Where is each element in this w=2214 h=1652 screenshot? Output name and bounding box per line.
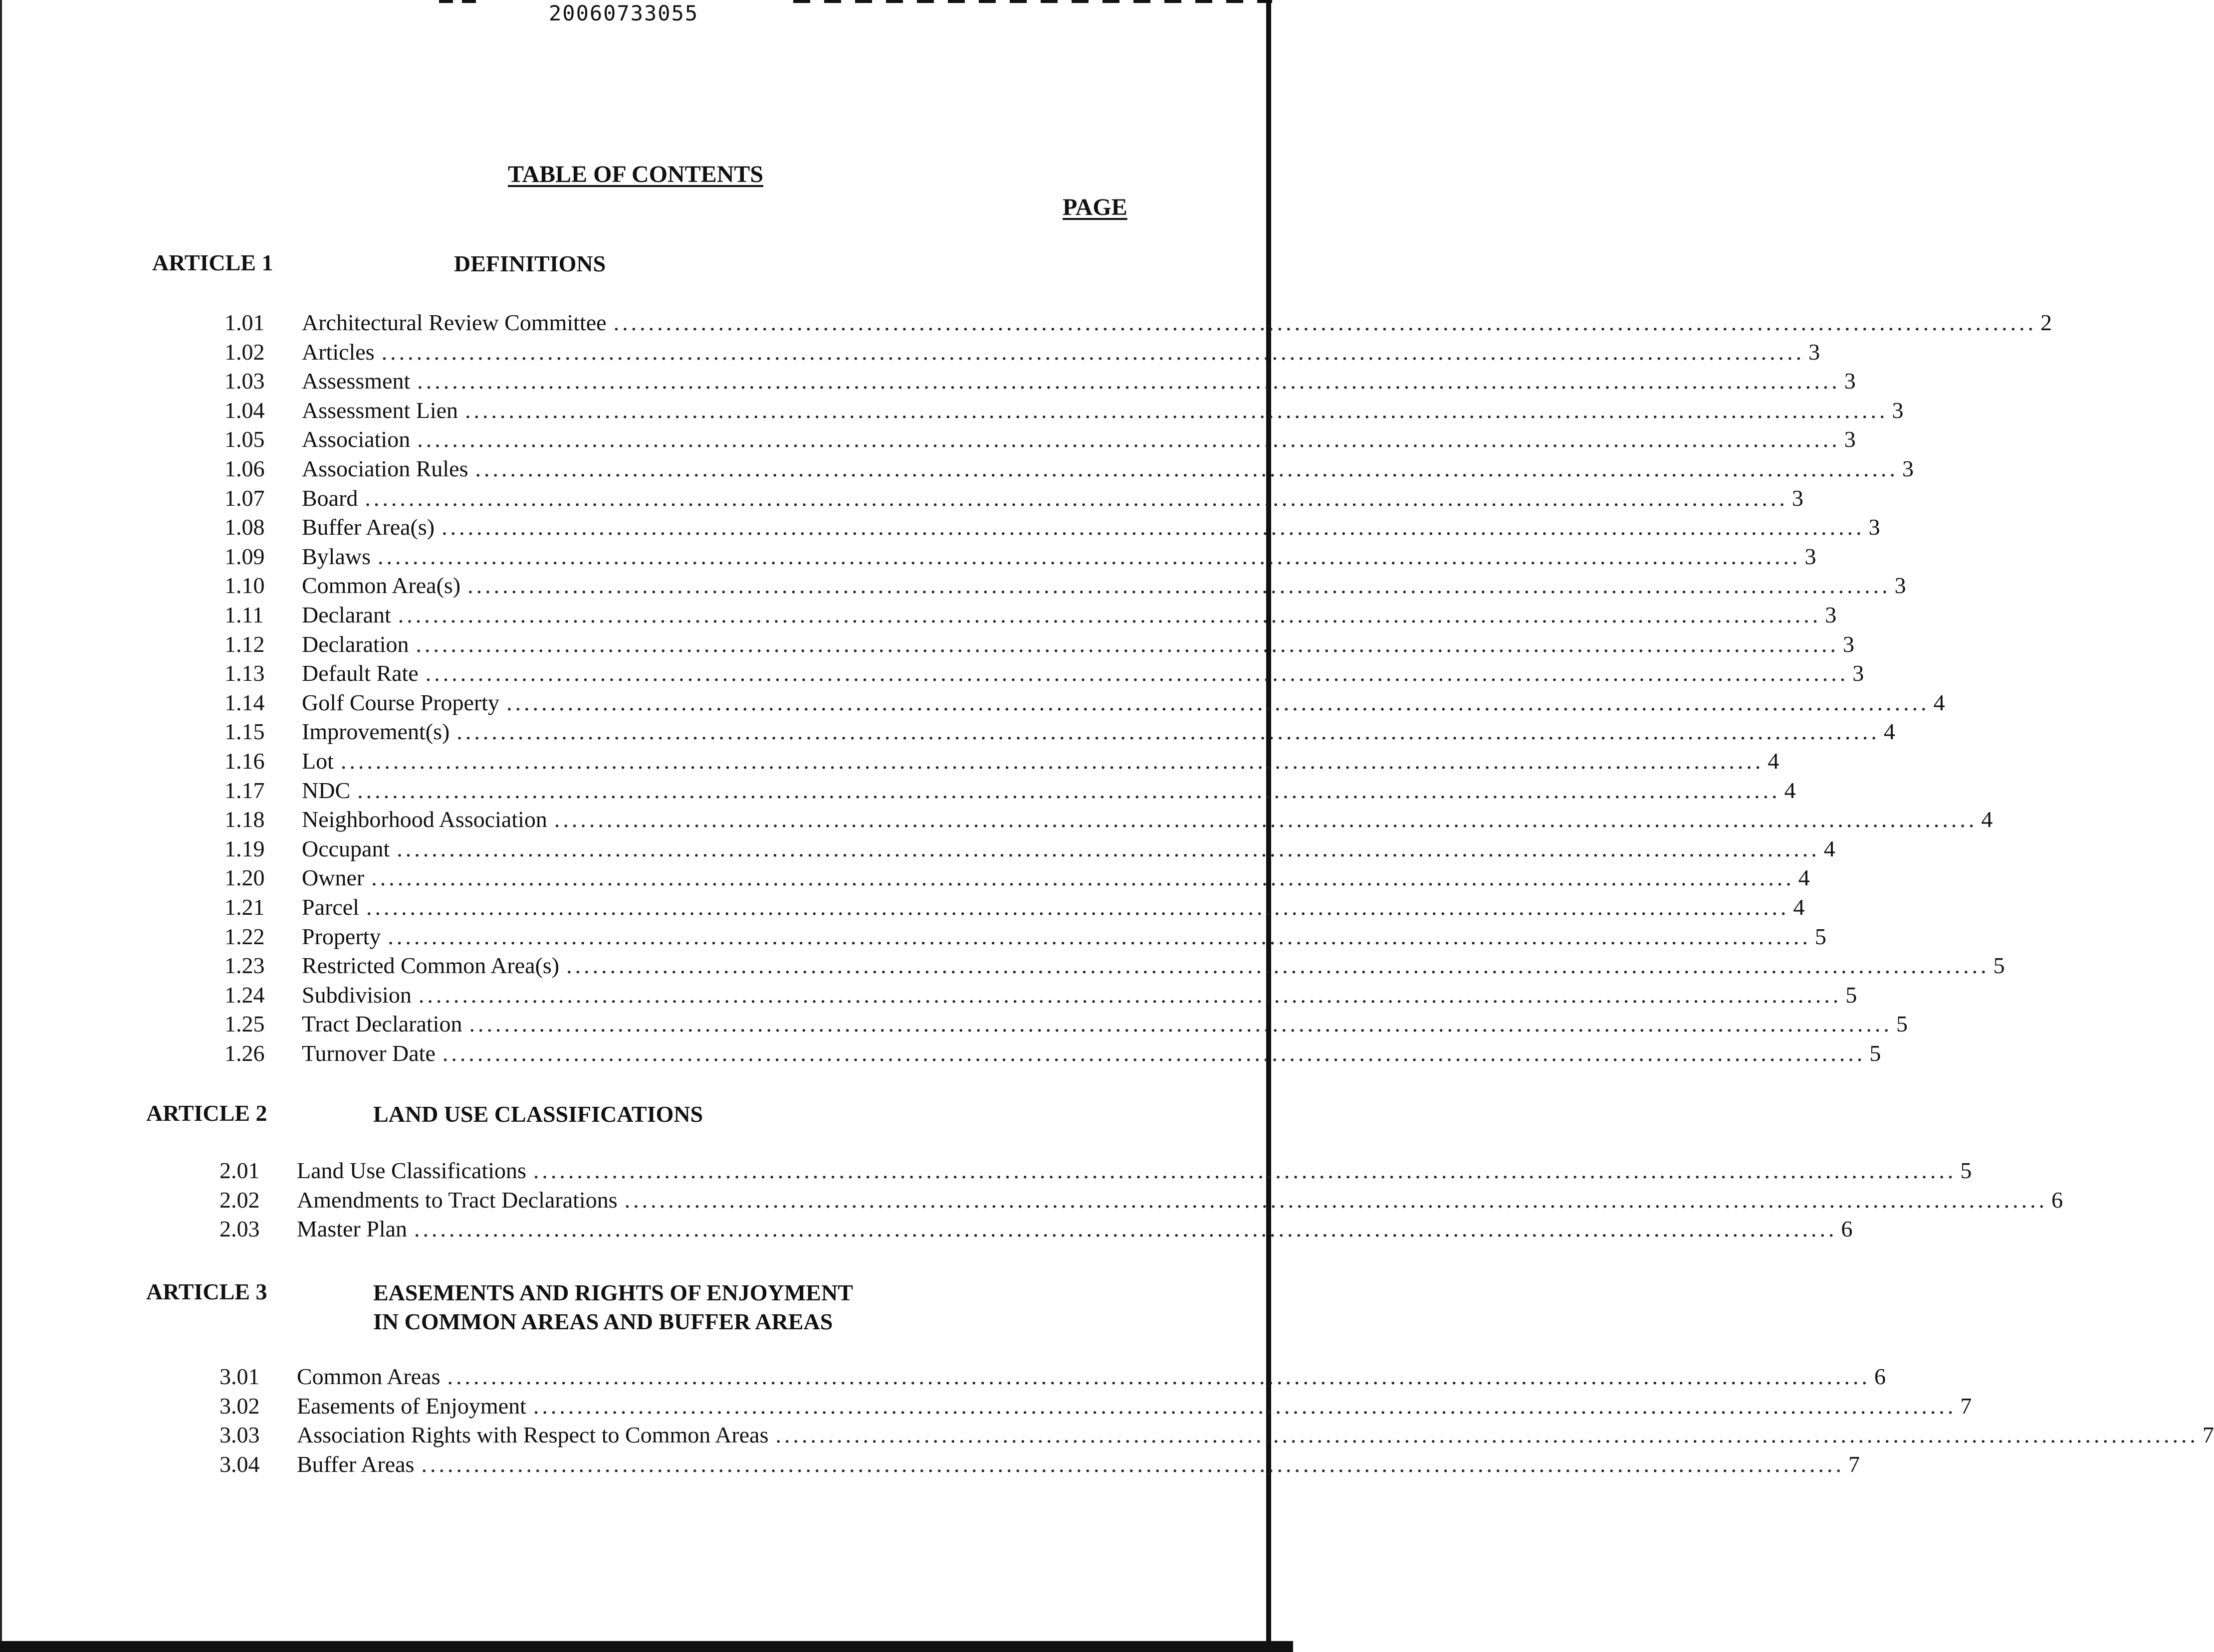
page-number: 6 — [1874, 1364, 1886, 1389]
section-number: 2.01 — [220, 1158, 260, 1183]
toc-entry[interactable] — [224, 806, 1993, 835]
section-number: 1.07 — [224, 485, 265, 511]
dot-leader: ................................................................................................................................................................... — [388, 924, 1811, 949]
page-number: 3 — [1894, 573, 1906, 598]
toc-entry[interactable] — [224, 748, 1779, 777]
dot-leader: ................................................................................................................................................................... — [421, 1451, 1844, 1477]
dot-leader: ................................................................................................................................................................... — [414, 1216, 1837, 1241]
section-title: Board — [302, 485, 358, 511]
section-number: 1.15 — [224, 719, 265, 744]
dot-leader: ................................................................................................................................................................... — [378, 544, 1801, 569]
toc-entry[interactable] — [224, 894, 1805, 923]
dot-leader: ................................................................................................................................................................... — [381, 339, 1805, 365]
section-title: Restricted Common Area(s) — [302, 953, 560, 978]
toc-entry[interactable] — [224, 982, 1857, 1011]
dot-leader: ................................................................................................................................................................... — [425, 660, 1849, 686]
page-number: 4 — [1823, 836, 1835, 861]
toc-entry[interactable] — [224, 485, 1803, 514]
article-title — [373, 1100, 703, 1129]
section-number: 1.26 — [224, 1040, 265, 1066]
section-number: 1.22 — [224, 924, 265, 949]
page-number: 4 — [1784, 778, 1796, 803]
toc-entry[interactable] — [220, 1187, 2063, 1216]
article-title — [454, 249, 606, 278]
dot-leader: ................................................................................................................................................................... — [533, 1158, 1957, 1183]
page-number: 5 — [1814, 924, 1826, 949]
dot-leader: ................................................................................................................................................................... — [506, 690, 1930, 715]
toc-entry[interactable] — [224, 1011, 1908, 1039]
dot-leader: ................................................................................................................................................................... — [475, 456, 1898, 481]
section-number: 1.08 — [224, 514, 265, 540]
dot-leader: ................................................................................................................................................................... — [357, 778, 1780, 803]
dot-leader: ................................................................................................................................................................... — [533, 1393, 1957, 1419]
section-title: Subdivision — [302, 982, 412, 1008]
dot-leader: ................................................................................................................................................................... — [447, 1364, 1870, 1389]
section-number: 1.24 — [224, 982, 265, 1008]
section-title: Common Area(s) — [302, 573, 461, 598]
section-title: Association Rights with Respect to Common Areas — [297, 1422, 769, 1447]
toc-entry[interactable] — [224, 339, 1820, 368]
toc-entry[interactable] — [224, 689, 1945, 718]
toc-entry[interactable] — [220, 1363, 1886, 1392]
section-title: Buffer Area(s) — [302, 514, 435, 540]
page-number: 4 — [1981, 807, 1993, 832]
article-label: ARTICLE 2 — [146, 1100, 267, 1126]
section-number: 1.18 — [224, 807, 265, 832]
section-title: Articles — [302, 339, 375, 365]
toc-entry[interactable] — [224, 660, 1864, 689]
section-number: 1.20 — [224, 865, 265, 890]
section-number: 1.01 — [224, 310, 265, 335]
section-number: 2.03 — [220, 1216, 260, 1241]
section-number: 1.25 — [224, 1011, 265, 1036]
page-number: 4 — [1933, 690, 1945, 715]
section-number: 1.10 — [224, 573, 265, 598]
toc-entry[interactable] — [224, 835, 1835, 864]
dot-leader: ................................................................................................................................................................... — [398, 602, 1821, 627]
section-title: Improvement(s) — [302, 719, 450, 744]
toc-entry[interactable] — [224, 864, 1810, 893]
section-title: Assessment Lien — [302, 398, 458, 423]
section-title: Bylaws — [302, 544, 371, 569]
section-title: Master Plan — [297, 1216, 408, 1241]
article-label: ARTICLE 3 — [146, 1279, 267, 1304]
dot-leader: ................................................................................................................................................................... — [366, 894, 1789, 920]
section-title: Common Areas — [297, 1364, 441, 1389]
section-number: 1.02 — [224, 339, 265, 365]
section-title: Neighborhood Association — [302, 807, 547, 832]
section-number: 1.23 — [224, 953, 265, 978]
section-title: Declaration — [302, 631, 409, 657]
section-number: 1.04 — [224, 398, 265, 423]
section-title: Buffer Areas — [297, 1451, 415, 1477]
page-number: 3 — [1902, 456, 1914, 481]
section-title: NDC — [302, 778, 351, 803]
page-number: 3 — [1844, 368, 1856, 394]
article-title-line: EASEMENTS AND RIGHTS OF ENJOYMENT — [373, 1280, 853, 1305]
section-title: Easements of Enjoyment — [297, 1393, 526, 1419]
page-number: 6 — [1841, 1216, 1853, 1241]
page-column-header: PAGE — [1063, 194, 1127, 220]
page-number: 5 — [1845, 982, 1857, 1008]
page-number: 5 — [1896, 1011, 1908, 1036]
document-number: 20060733055 — [549, 1, 699, 25]
toc-entry[interactable] — [224, 1040, 1881, 1069]
scan-edge-left — [0, 0, 2, 1652]
section-number: 1.17 — [224, 778, 265, 803]
dot-leader: ................................................................................................................................................................... — [418, 982, 1842, 1008]
section-number: 1.13 — [224, 660, 265, 686]
dot-leader: ................................................................................................................................................................... — [469, 1011, 1892, 1036]
dot-leader: ................................................................................................................................................................... — [554, 807, 1978, 832]
section-number: 3.03 — [220, 1422, 260, 1447]
toc-entry[interactable] — [224, 631, 1855, 660]
dot-leader: ................................................................................................................................................................... — [566, 953, 1990, 978]
section-title: Parcel — [302, 894, 359, 920]
dot-leader: ................................................................................................................................................................... — [340, 748, 1764, 774]
toc-entry[interactable] — [224, 426, 1856, 455]
section-title: Tract Declaration — [302, 1011, 462, 1036]
section-number: 1.06 — [224, 456, 265, 481]
section-number: 1.19 — [224, 836, 265, 861]
toc-entry[interactable] — [224, 397, 1904, 426]
page-number: 5 — [1993, 953, 2005, 978]
dot-leader: ................................................................................................................................................................... — [417, 368, 1840, 394]
section-title: Occupant — [302, 836, 390, 861]
page-number: 5 — [1869, 1040, 1881, 1066]
page-number: 3 — [1843, 631, 1855, 657]
toc-entry[interactable] — [224, 602, 1837, 630]
toc-entry[interactable] — [224, 777, 1796, 806]
article-title — [373, 1278, 853, 1336]
section-title: Default Rate — [302, 660, 419, 686]
dot-leader: ................................................................................................................................................................... — [467, 573, 1891, 598]
section-title: Association — [302, 426, 411, 452]
article-title-line: LAND USE CLASSIFICATIONS — [373, 1101, 703, 1127]
dot-leader: ................................................................................................................................................................... — [624, 1187, 2048, 1213]
page-number: 7 — [1848, 1451, 1860, 1477]
dot-leader: ................................................................................................................................................................... — [613, 310, 2037, 335]
dot-leader: ................................................................................................................................................................... — [416, 631, 1839, 657]
page-number: 3 — [1804, 544, 1816, 569]
page-number: 4 — [1793, 894, 1805, 920]
top-scan-marks-left — [439, 0, 484, 3]
page-number: 4 — [1768, 748, 1779, 774]
toc-entry[interactable] — [224, 309, 2052, 338]
dot-leader: ................................................................................................................................................................... — [456, 719, 1880, 744]
section-title: Assessment — [302, 368, 411, 394]
section-title: Land Use Classifications — [297, 1158, 526, 1183]
dot-leader: ................................................................................................................................................................... — [465, 398, 1888, 423]
article-title-line: DEFINITIONS — [454, 251, 606, 276]
article-label: ARTICLE 1 — [152, 250, 273, 275]
toc-entry[interactable] — [224, 455, 1914, 484]
dot-leader: ................................................................................................................................................................... — [397, 836, 1820, 861]
section-title: Architectural Review Committee — [302, 310, 607, 335]
scan-edge-bottom — [0, 1641, 1293, 1652]
section-number: 1.11 — [224, 602, 264, 627]
section-number: 3.02 — [220, 1393, 260, 1419]
page-number: 3 — [1808, 339, 1820, 365]
toc-entry[interactable] — [224, 718, 1895, 747]
section-number: 1.03 — [224, 368, 265, 394]
section-title: Owner — [302, 865, 365, 890]
page-number: 3 — [1852, 660, 1864, 686]
toc-entry[interactable] — [220, 1451, 1860, 1480]
dot-leader: ................................................................................................................................................................... — [775, 1422, 2199, 1447]
page-number: 4 — [1798, 865, 1810, 890]
section-number: 1.09 — [224, 544, 265, 569]
dot-leader: ................................................................................................................................................................... — [371, 865, 1794, 890]
top-scan-marks-right — [793, 0, 1272, 3]
toc-entry[interactable] — [224, 952, 2005, 981]
section-number: 1.21 — [224, 894, 265, 920]
toc-entry[interactable] — [224, 923, 1826, 952]
section-title: Amendments to Tract Declarations — [297, 1187, 618, 1213]
dot-leader: ................................................................................................................................................................... — [442, 514, 1865, 540]
toc-entry[interactable] — [220, 1157, 1972, 1186]
section-number: 1.05 — [224, 426, 265, 452]
toc-entry[interactable] — [224, 514, 1880, 543]
page-number: 5 — [1960, 1158, 1972, 1183]
section-number: 1.14 — [224, 690, 265, 715]
section-title: Turnover Date — [302, 1040, 436, 1066]
section-title: Lot — [302, 748, 334, 774]
section-number: 1.12 — [224, 631, 265, 657]
toc-entry[interactable] — [224, 543, 1816, 572]
toc-entry[interactable] — [220, 1216, 1853, 1244]
page-number: 4 — [1883, 719, 1895, 744]
page-number: 7 — [1960, 1393, 1972, 1419]
toc-title: TABLE OF CONTENTS — [508, 161, 764, 188]
section-number: 3.01 — [220, 1364, 260, 1389]
section-number: 1.16 — [224, 748, 265, 774]
page-number: 3 — [1825, 602, 1837, 627]
page-number: 3 — [1844, 426, 1856, 452]
page-number: 2 — [2040, 310, 2052, 335]
section-number: 3.04 — [220, 1451, 260, 1477]
dot-leader: ................................................................................................................................................................... — [365, 485, 1788, 511]
page-number: 3 — [1892, 398, 1904, 423]
section-title: Association Rules — [302, 456, 468, 481]
article-title-line: IN COMMON AREAS AND BUFFER AREAS — [373, 1309, 833, 1334]
page-number: 7 — [2203, 1422, 2214, 1447]
page-number: 6 — [2051, 1187, 2063, 1213]
toc-entry[interactable] — [224, 368, 1856, 397]
dot-leader: ................................................................................................................................................................... — [442, 1040, 1866, 1066]
toc-entry[interactable] — [220, 1422, 2214, 1450]
section-title: Declarant — [302, 602, 391, 627]
section-number: 2.02 — [220, 1187, 260, 1213]
dot-leader: ................................................................................................................................................................... — [417, 426, 1840, 452]
section-title: Golf Course Property — [302, 690, 500, 715]
section-title: Property — [302, 924, 381, 949]
page-number: 3 — [1868, 514, 1880, 540]
toc-entry[interactable] — [224, 572, 1906, 601]
toc-entry[interactable] — [220, 1393, 1972, 1422]
page-number: 3 — [1791, 485, 1803, 511]
